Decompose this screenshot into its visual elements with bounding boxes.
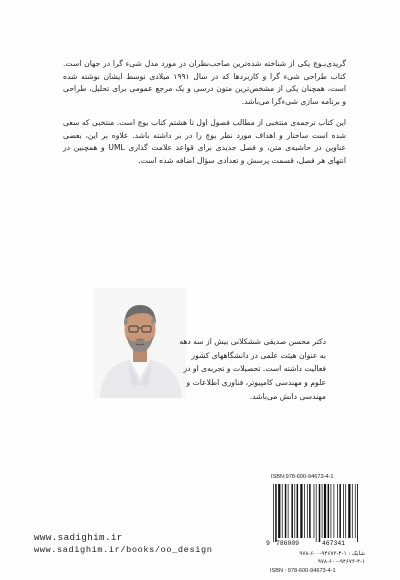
barcode-digits (266, 540, 362, 549)
barcode-bar (309, 484, 311, 538)
website-link[interactable]: www.sadighim.ir (34, 532, 123, 543)
barcode-digits-left: 786009 (276, 540, 300, 547)
barcode-bar (331, 484, 332, 538)
barcode-bar (328, 484, 330, 538)
barcode-bar (300, 484, 302, 538)
barcode-bar (322, 484, 323, 538)
barcode-bar (273, 484, 274, 542)
barcode-bar (357, 484, 358, 542)
barcode-bar (278, 484, 280, 538)
author-bio: دکتر محسن صدیقی ششکلانی بیش از سه دهه به عنوان هیئت علمی در دانشگاههای کشور فعالیت داشته است. تحصیلات و تجربه‌ی او در علوم و مهندسی کامپیوتر، فناوری اطلاعات و مهندسی دانش می‌باشد. (179, 337, 326, 401)
author-portrait-icon (94, 288, 186, 398)
barcode-bar (307, 484, 308, 538)
description-paragraph-2: این کتاب ترجمه‌ی منتخبی از مطالب فصول اول تا هشتم کتاب بوچ است. منتخبی که سعی شده است ساختار و اهداف مورد نظر بوچ را در بر داشته باشد. علاوه بر این، بعضی عناوین در حاشیه‌ی متن، و فصل جدیدی برای قواعد علامت گذاری UML و همچنین در انتهای هر فصل، قسمت پرسش و تعدادی سؤال اضافه شده است. (63, 118, 346, 165)
isbn-label-bottom: ISBN : 978-600-94673-4-1 (270, 568, 336, 574)
barcode-bar (304, 484, 305, 538)
barcode-bar (288, 484, 289, 538)
barcode-bar (297, 484, 299, 538)
shabak-label: شابک : ۱-۴-۹۴۶۷۳-۶۰۰-۹۷۸ (299, 551, 365, 557)
barcode-bar (285, 484, 287, 538)
author-photo (94, 288, 186, 398)
barcode-bar (291, 484, 293, 538)
barcode-bar (343, 484, 344, 538)
barcode-bar (352, 484, 353, 538)
barcode-bar (339, 484, 341, 538)
barcode (266, 484, 358, 544)
barcode-bar (316, 484, 317, 542)
barcode-bar (348, 484, 350, 538)
barcode-digit-first: 9 (266, 540, 270, 547)
barcode-bar (282, 484, 283, 538)
barcode-bar (334, 484, 335, 538)
barcode-bar (337, 484, 338, 538)
barcode-bar (345, 484, 346, 538)
barcode-bar (355, 484, 356, 538)
description-paragraph-1: گریدی‌بـوچ یکی از شناخته شده‌ترین صاحب‌نظران در مورد مدل شیء گرا در جهان است. کتاب طراحی شیء گرا و کاربردها که در سال ۱۹۹۱ میلادی توسط ایشان نوشته شده است، همچنان یکی از مشخص‌ترین متون درسی و یک مرجع عمومی برای تحلیل، طراحی و برنامه سازی شیء‌گرا می‌باشد. (63, 59, 346, 106)
barcode-bar (314, 484, 315, 538)
barcode-digits-right: 467341 (322, 540, 346, 547)
isbn-label-persian-line: ۹۷۸-۶۰۰-۹۴۶۷۳-۴-۱ (317, 559, 365, 565)
isbn-label-top: ISBN:978-600-94673-4-1 (271, 474, 334, 480)
book-page-link[interactable]: www.sadighim.ir/books/oo_design (34, 545, 213, 555)
barcode-bar (324, 484, 326, 538)
barcode-bar (294, 484, 295, 538)
barcode-bar (275, 484, 277, 542)
barcode-bar (319, 484, 321, 542)
barcode-icon (266, 484, 358, 544)
